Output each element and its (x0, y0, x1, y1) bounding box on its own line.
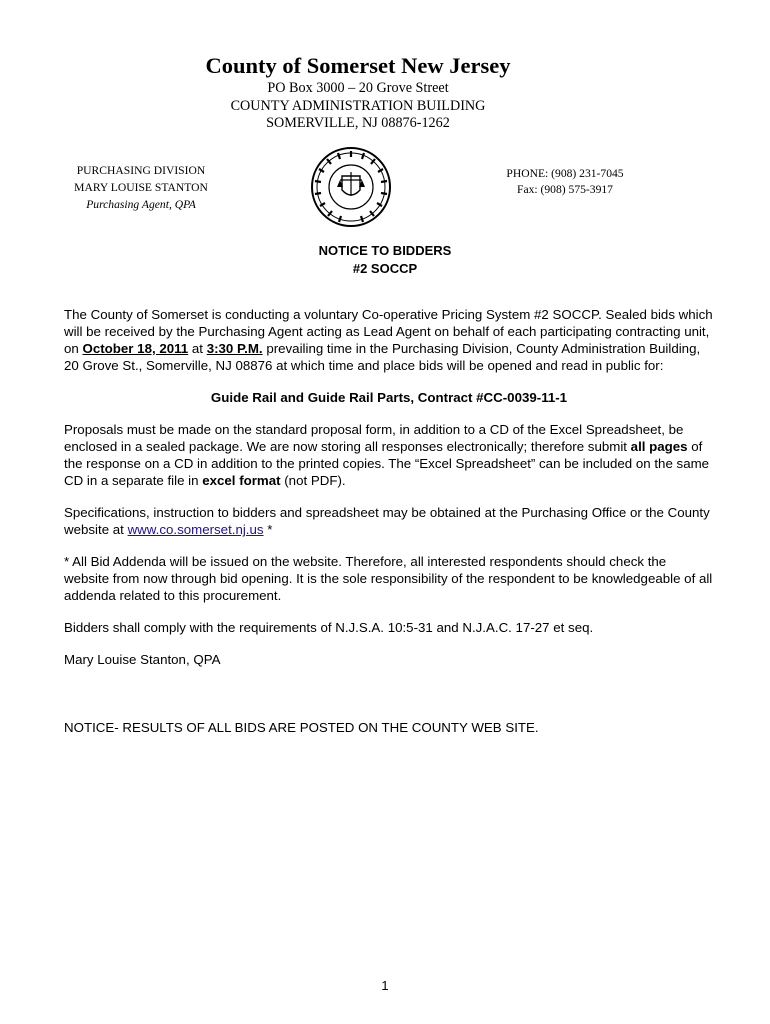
notice-body (64, 306, 714, 751)
paragraph-compliance: Bidders shall comply with the requirements of N.J.S.A. 10:5-31 and N.J.A.C. 17-27 et seq. (64, 620, 594, 635)
contract-title: Guide Rail and Guide Rail Parts, Contract #CC-0039-11-1 (210, 390, 568, 405)
county-website-link[interactable]: www.co.somerset.nj.us (127, 522, 264, 537)
address-line-2: COUNTY ADMINISTRATION BUILDING (230, 97, 486, 114)
paragraph-proposals: Proposals must be made on the standard proposal form, in addition to a CD of the Excel Spreadsheet, be enclosed in a sealed package. We are now storing all responses electronically; therefore submit all pages of the response on a CD in addition to the printed copies. The “Excel Spreadsheet” can be included on the same CD in a separate file in excel format (not PDF). (64, 422, 710, 488)
bold-all-pages: all pages (630, 439, 688, 454)
results-notice: NOTICE- RESULTS OF ALL BIDS ARE POSTED ON THE COUNTY WEB SITE. (64, 720, 539, 735)
bid-date: October 18, 2011 (82, 341, 189, 356)
address-line-3: SOMERVILLE, NJ 08876-1262 (266, 115, 450, 131)
notice-subtitle: #2 SOCCP (352, 261, 418, 276)
phone-fax-block (494, 166, 636, 198)
division-label: PURCHASING DIVISION (76, 164, 206, 177)
phone-number: PHONE: (908) 231-7045 (506, 167, 624, 180)
county-seal-icon (310, 146, 392, 228)
purchasing-contact-block (60, 162, 222, 213)
agent-name: MARY LOUISE STANTON (74, 181, 208, 194)
signature-line: Mary Louise Stanton, QPA (64, 652, 221, 667)
paragraph-specifications: Specifications, instruction to bidders and spreadsheet may be obtained at the Purchasing Office or the County website at www.co.somerset.nj.us * (64, 505, 710, 537)
county-title: County of Somerset New Jersey (205, 53, 511, 78)
agent-role: Purchasing Agent, QPA (86, 198, 196, 211)
bold-excel-format: excel format (202, 473, 281, 488)
address-line-1: PO Box 3000 – 20 Grove Street (267, 80, 449, 96)
paragraph-intro: The County of Somerset is conducting a voluntary Co-operative Pricing System #2 SOCCP. Sealed bids which will be received by the Purchasing Agent acting as Lead Agent on behalf of each participating contracting unit, on October 18, 2011 at 3:30 P.M. prevailing time in the Purchasing Division, County Administration Building, 20 Grove St., Somerville, NJ 08876 at which time and place bids will be opened and read in public for: (64, 307, 713, 373)
notice-title: NOTICE TO BIDDERS (318, 243, 452, 258)
fax-number: Fax: (908) 575-3917 (517, 183, 613, 196)
spacer (64, 683, 714, 719)
paragraph-addenda: * All Bid Addenda will be issued on the website. Therefore, all interested respondents should check the website from now through bid opening. It is the sole responsibility of the respondent to be knowledgeable of all addenda related to this procurement. (64, 554, 713, 603)
notice-heading (0, 242, 770, 278)
document-header (0, 52, 716, 133)
bid-time: 3:30 P.M. (206, 341, 263, 356)
page-number: 1 (381, 978, 389, 993)
